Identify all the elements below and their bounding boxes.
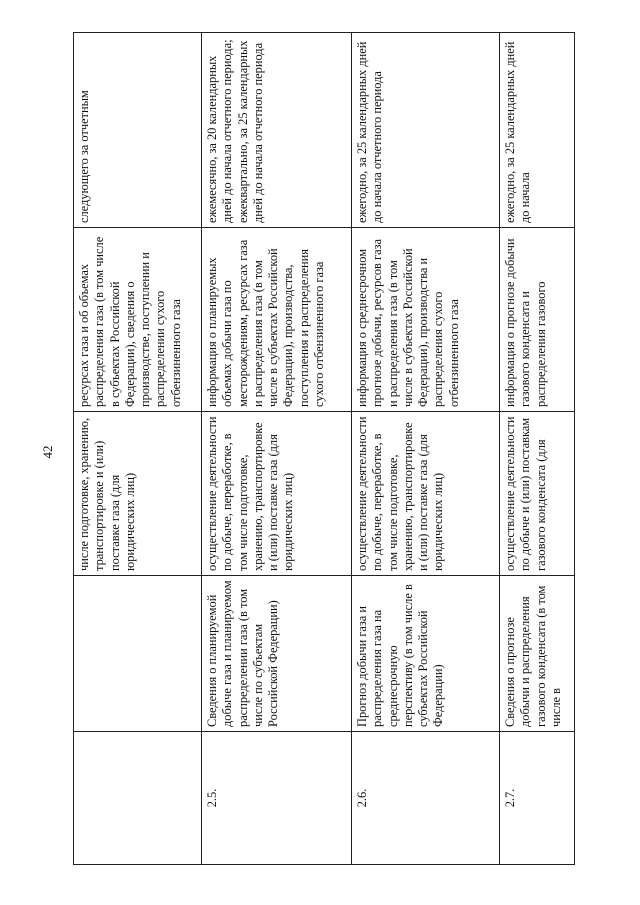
- row-number-cell: 2.7.: [500, 732, 575, 865]
- reporting-table: [73, 32, 575, 865]
- table-row: [352, 33, 500, 865]
- period-cell: следующего за отчетным: [74, 33, 202, 228]
- info-content-cell: ресурсах газа и об объемах распределения газа (в том числе в субъектах Российской Федерации), сведения о производстве, поступлении и распределении сухого отбензиненного газа: [74, 228, 202, 412]
- row-number-cell: [74, 732, 202, 865]
- row-number-cell: 2.5.: [202, 732, 352, 865]
- table-row: [202, 33, 352, 865]
- activity-cell: осуществление деятельности по добыче, переработке, в том числе подготовке, хранению, транспортировке и (или) поставке газа (для юридических лиц): [202, 412, 352, 576]
- info-content-cell: информация о прогнозе добычи газового конденсата и распределения газового: [500, 228, 575, 412]
- activity-cell: осуществление деятельности по добыче, переработке, в том числе подготовке, хранению, транспортировке и (или) поставке газа (для юридических лиц): [352, 412, 500, 576]
- period-cell: ежемесячно, за 20 календарных дней до начала отчетного периода; ежеквартально, за 25 календарных дней до начала отчетного периода: [202, 33, 352, 228]
- rotated-table-container: [73, 33, 574, 865]
- table-row: [74, 33, 202, 865]
- page-number: 42: [40, 445, 55, 459]
- info-name-cell: Сведения о прогнозе добычи и распределения газового конденсата (в том числе в: [500, 576, 575, 732]
- activity-cell: числе подготовке, хранению, транспортировке и (или) поставке газа (для юридических лиц): [74, 412, 202, 576]
- info-name-cell: Прогноз добычи газа и распределения газа на среднесрочную перспективу (в том числе в субъектах Российской Федерации): [352, 576, 500, 732]
- row-number-cell: 2.6.: [352, 732, 500, 865]
- info-content-cell: информация о среднесрочном прогнозе добычи, ресурсов газа и распределения газа (в том числе в субъектах Российской Федерации), производства и распределения сухого отбензиненного газа: [352, 228, 500, 412]
- table-row: [500, 33, 575, 865]
- info-name-cell: Сведения о планируемой добыче газа и планируемом распределении газа (в том числе по субъектам Российской Федерации): [202, 576, 352, 732]
- period-cell: ежегодно, за 25 календарных дней до начала отчетного периода: [352, 33, 500, 228]
- period-cell: ежегодно, за 25 календарных дней до начала: [500, 33, 575, 228]
- activity-cell: осуществление деятельности по добыче и (или) поставкам газового конденсата (для: [500, 412, 575, 576]
- info-content-cell: информация о планируемых объемах добычи газа по месторождениям, ресурсах газа и распределения газа (в том числе в субъектах Российской Федерации), производства, поступления и распределения сухого отбензиненного газа: [202, 228, 352, 412]
- info-name-cell: [74, 576, 202, 732]
